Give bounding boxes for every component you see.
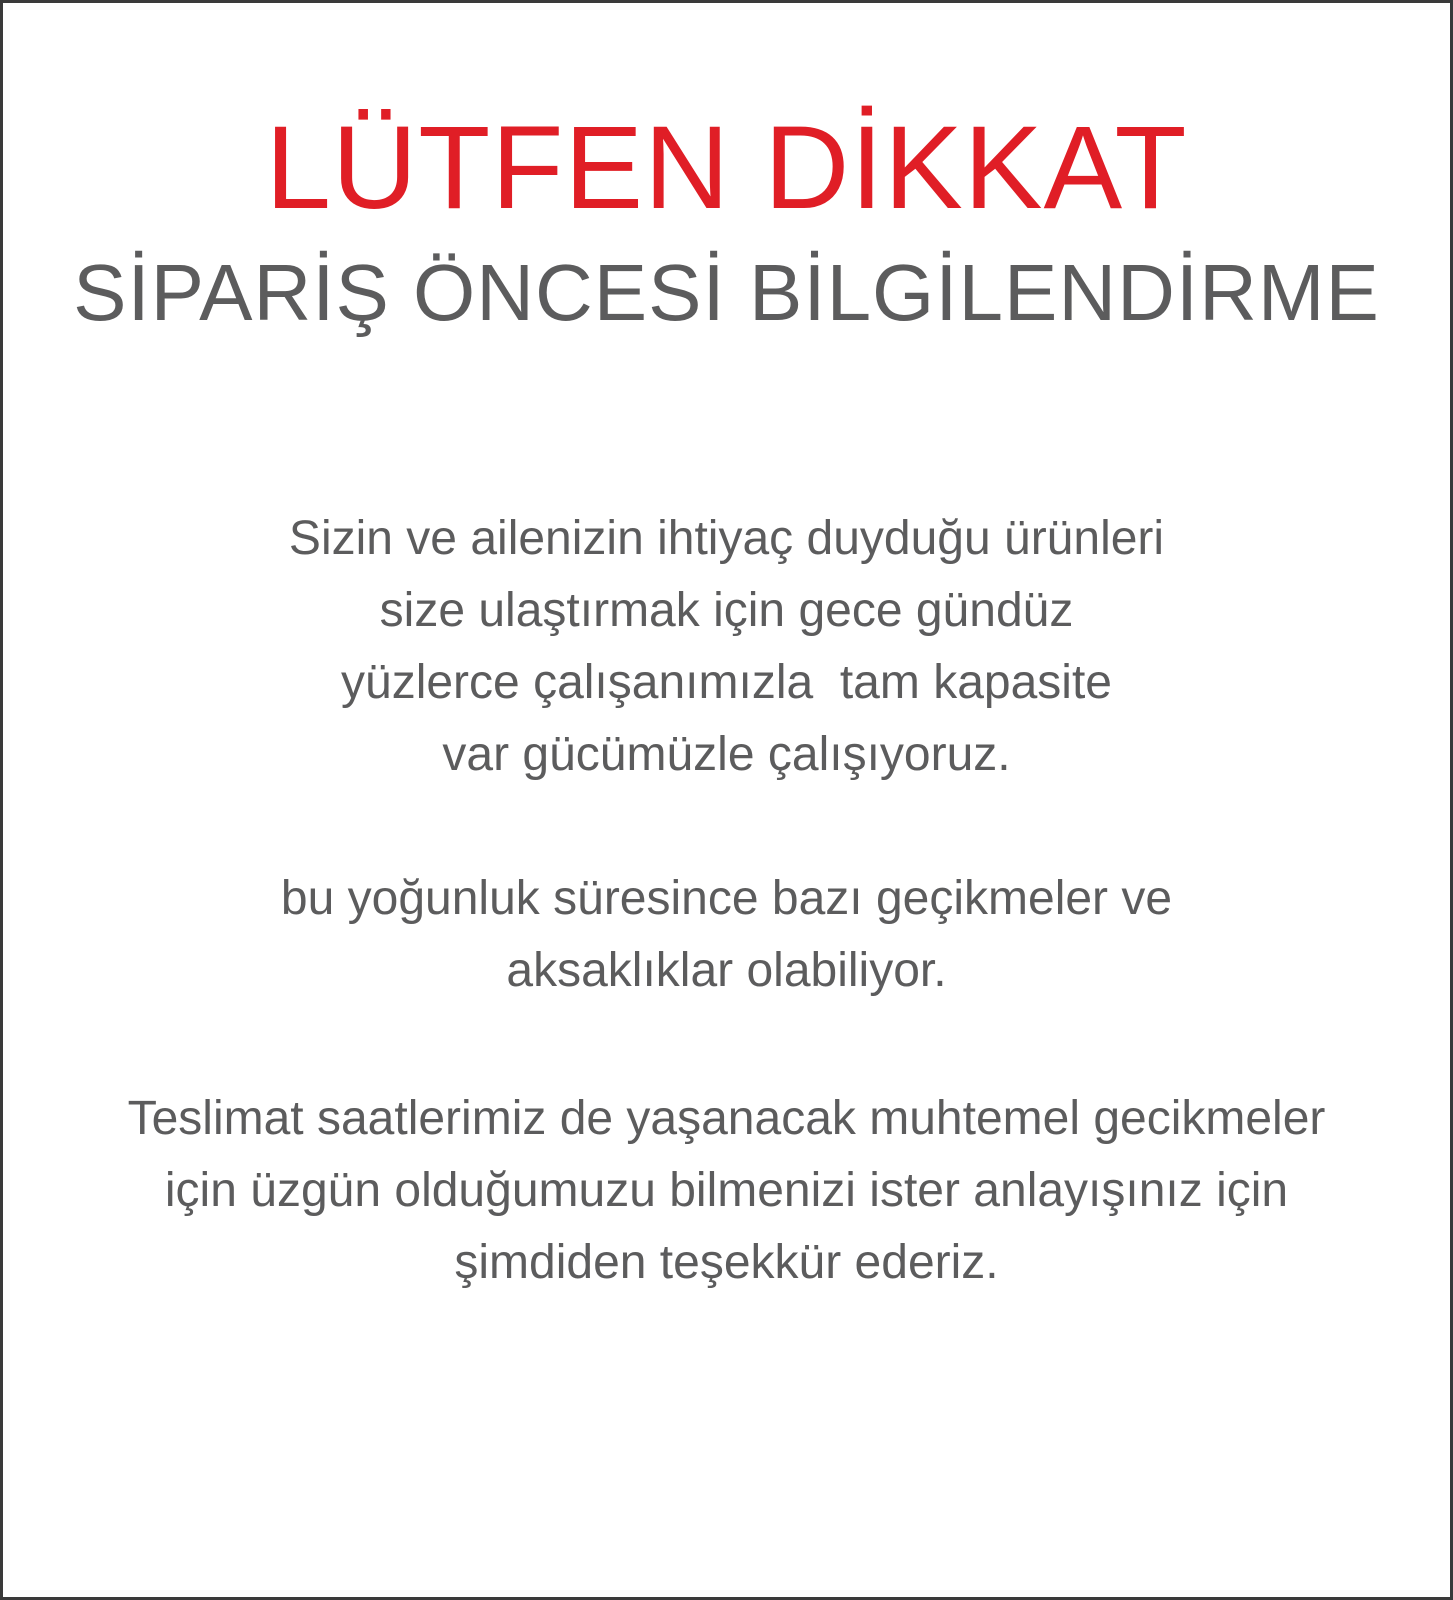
paragraph-line: var gücümüzle çalışıyoruz. bbox=[442, 728, 1011, 781]
notice-title: LÜTFEN DİKKAT bbox=[265, 102, 1188, 234]
paragraph-line: şimdiden teşekkür ederiz. bbox=[454, 1236, 999, 1289]
notice-subtitle: SİPARİŞ ÖNCESİ BİLGİLENDİRME bbox=[73, 248, 1380, 337]
paragraph-line: bu yoğunluk süresince bazı geçikmeler ve bbox=[280, 872, 1173, 925]
paragraph-line: size ulaştırmak için gece gündüz bbox=[379, 584, 1074, 637]
paragraph-service-info bbox=[3, 503, 1450, 791]
paragraph-delay-warning bbox=[3, 863, 1450, 1007]
paragraph-line: aksaklıklar olabiliyor. bbox=[506, 944, 947, 997]
paragraph-line: Teslimat saatlerimiz de yaşanacak muhtemel gecikmeler bbox=[127, 1092, 1326, 1145]
paragraph-apology bbox=[3, 1083, 1450, 1299]
paragraph-line: için üzgün olduğumuzu bilmenizi ister anlayışınız için bbox=[164, 1164, 1289, 1217]
paragraph-line: Sizin ve ailenizin ihtiyaç duyduğu ürünleri bbox=[288, 512, 1165, 565]
paragraph-line: yüzlerce çalışanımızla tam kapasite bbox=[341, 656, 1112, 709]
